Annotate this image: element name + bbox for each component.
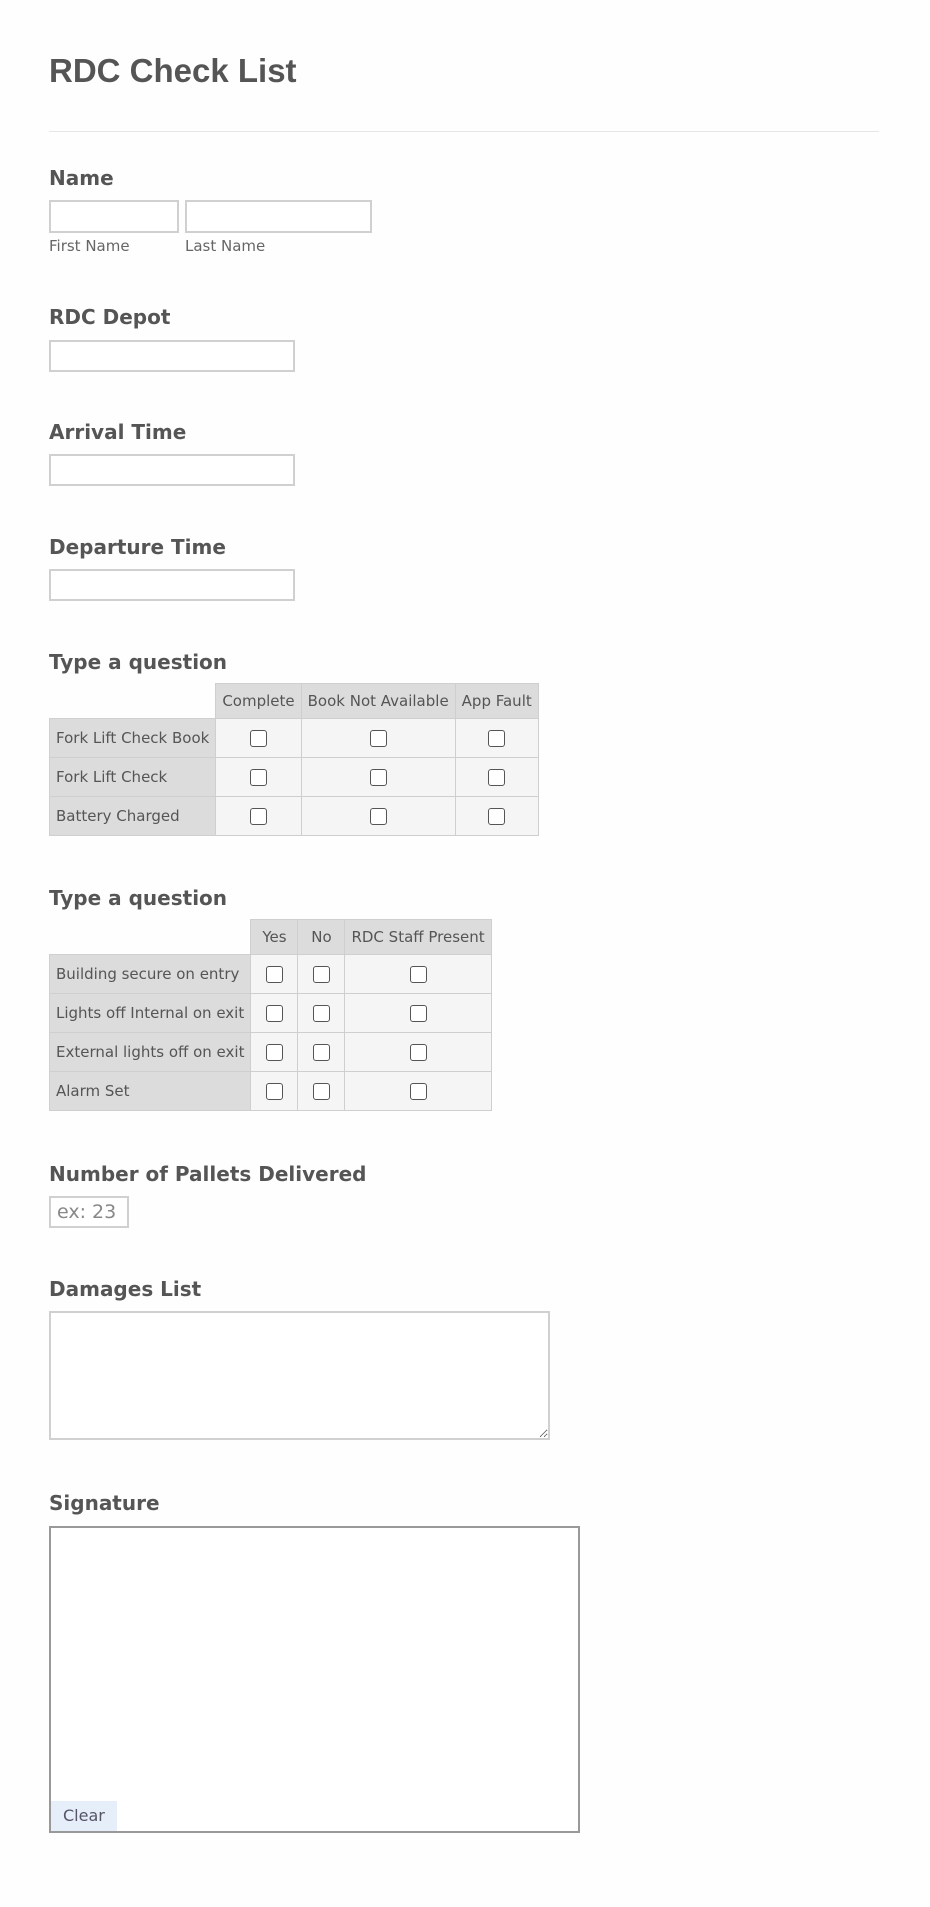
checkbox[interactable] — [313, 1005, 330, 1022]
checkbox[interactable] — [410, 1005, 427, 1022]
table-row — [50, 1033, 492, 1072]
departure-time-label: Departure Time — [49, 535, 226, 559]
matrix2-table — [49, 919, 492, 1111]
matrix2-row-label: Building secure on entry — [50, 955, 251, 994]
checkbox[interactable] — [250, 808, 267, 825]
matrix2-row-label: Lights off Internal on exit — [50, 994, 251, 1033]
checkbox[interactable] — [488, 730, 505, 747]
checkbox[interactable] — [370, 769, 387, 786]
first-name-input[interactable] — [49, 200, 179, 233]
departure-time-input[interactable] — [49, 569, 295, 601]
checkbox[interactable] — [266, 1005, 283, 1022]
arrival-time-label: Arrival Time — [49, 420, 187, 444]
rdc-depot-label: RDC Depot — [49, 305, 171, 329]
divider — [49, 131, 879, 132]
last-name-input[interactable] — [185, 200, 372, 233]
table-row — [50, 758, 539, 797]
matrix1-row-label: Battery Charged — [50, 797, 216, 836]
checkbox[interactable] — [313, 966, 330, 983]
matrix2-col-no: No — [298, 920, 345, 955]
checkbox[interactable] — [313, 1083, 330, 1100]
last-name-sublabel: Last Name — [185, 237, 266, 255]
damages-label: Damages List — [49, 1277, 202, 1301]
table-row — [50, 797, 539, 836]
checkbox[interactable] — [266, 1083, 283, 1100]
matrix2-row-label: External lights off on exit — [50, 1033, 251, 1072]
matrix2-col-yes: Yes — [251, 920, 298, 955]
table-row — [50, 955, 492, 994]
checkbox[interactable] — [266, 966, 283, 983]
checkbox[interactable] — [410, 1044, 427, 1061]
checkbox[interactable] — [410, 966, 427, 983]
signature-label: Signature — [49, 1491, 160, 1515]
checkbox[interactable] — [370, 730, 387, 747]
matrix2-col-rdc-staff-present: RDC Staff Present — [345, 920, 491, 955]
checkbox[interactable] — [250, 730, 267, 747]
table-row — [50, 1072, 492, 1111]
table-row — [50, 719, 539, 758]
matrix2-row-label: Alarm Set — [50, 1072, 251, 1111]
pallets-label: Number of Pallets Delivered — [49, 1162, 367, 1186]
checkbox[interactable] — [488, 808, 505, 825]
pallets-input[interactable] — [49, 1196, 129, 1228]
rdc-depot-input[interactable] — [49, 340, 295, 372]
checkbox[interactable] — [266, 1044, 283, 1061]
first-name-sublabel: First Name — [49, 237, 130, 255]
matrix1-col-book-not-available: Book Not Available — [301, 684, 455, 719]
matrix1-row-label: Fork Lift Check Book — [50, 719, 216, 758]
matrix-corner — [50, 920, 251, 955]
checkbox[interactable] — [410, 1083, 427, 1100]
name-label: Name — [49, 166, 114, 190]
page-title: RDC Check List — [49, 52, 297, 89]
matrix1-row-label: Fork Lift Check — [50, 758, 216, 797]
matrix1-label: Type a question — [49, 650, 228, 674]
matrix1-col-app-fault: App Fault — [455, 684, 538, 719]
matrix1-col-complete: Complete — [216, 684, 301, 719]
checkbox[interactable] — [313, 1044, 330, 1061]
checkbox[interactable] — [370, 808, 387, 825]
matrix2-label: Type a question — [49, 886, 228, 910]
checkbox[interactable] — [488, 769, 505, 786]
matrix1-table — [49, 683, 539, 836]
damages-textarea[interactable] — [49, 1311, 550, 1440]
checkbox[interactable] — [250, 769, 267, 786]
table-row — [50, 994, 492, 1033]
signature-pad[interactable] — [49, 1526, 580, 1833]
matrix-corner — [50, 684, 216, 719]
clear-signature-button[interactable]: Clear — [51, 1801, 117, 1831]
arrival-time-input[interactable] — [49, 454, 295, 486]
